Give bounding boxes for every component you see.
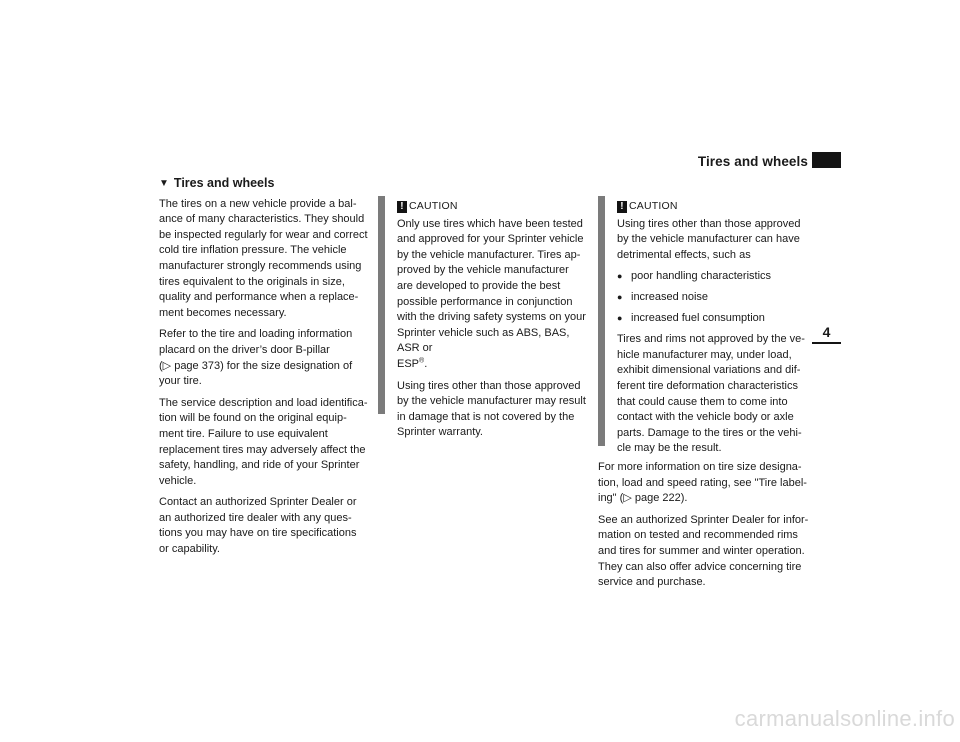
exclamation-icon: ! bbox=[617, 201, 627, 213]
esp-text: ESP bbox=[397, 357, 420, 370]
effects-list bbox=[617, 269, 807, 326]
column-right-body bbox=[598, 460, 810, 597]
placard-text: Refer to the tire and loading information placard on the driver’s door B-pillar bbox=[159, 328, 353, 356]
bullet-icon: ● bbox=[617, 291, 623, 302]
caution-paragraph-2: Using tires other than those approved by the vehicle manufacturer may result in damage that is not covered by the Sprinter warranty. bbox=[397, 379, 586, 439]
page-ref-text: page 373) for the size designation of your tire. bbox=[159, 359, 353, 388]
caution-paragraph-1 bbox=[397, 217, 587, 373]
list-item-text: increased fuel consumption bbox=[631, 311, 765, 324]
bullet-icon: ● bbox=[617, 271, 623, 282]
tire-labeling-text: For more information on tire size designa-tion, load and speed rating, see "Tire label-ing" ( bbox=[598, 461, 807, 505]
caution-intro: Using tires other than those approved by the vehicle manufacturer can have detrimental effects, such as bbox=[617, 217, 801, 261]
list-item bbox=[617, 311, 807, 327]
caution-text: Only use tires which have been tested and approved for your Sprinter vehicle by the vehicle manufacturer. Tires ap-proved by the vehicle manufacturer are developed to provide the best possible performance in conjunction with the driving safety systems on your Sprinter vehicle such as ABS, BAS, ASR or bbox=[397, 217, 586, 355]
paragraph-service-description: The service description and load identifica-tion will be found on the original equip-ment tire. Failure to use equivalent replacement tires may adversely affect the safety, handling, and ride of your Sprinter vehicle. bbox=[159, 396, 368, 487]
caution-side-bar bbox=[598, 196, 605, 446]
paragraph-intro: The tires on a new vehicle provide a bal-ance of many characteristics. They should be inspected regularly for wear and correct cold tire inflation pressure. The vehicle manufacturer strongly recommends using tires equivalent to the originals in size, quality and performance when a replace-ment becomes necessary. bbox=[159, 197, 368, 319]
period: . bbox=[424, 357, 428, 370]
chapter-tab: 4 bbox=[812, 323, 841, 344]
list-item bbox=[617, 269, 807, 285]
watermark: carmanualsonline.info bbox=[734, 706, 955, 731]
list-item-text: increased noise bbox=[631, 290, 709, 303]
registered-mark: ® bbox=[419, 357, 425, 365]
caution-box-approved-tires bbox=[378, 196, 588, 439]
page-ref-arrow-icon: ▷ bbox=[162, 359, 172, 372]
caution-content bbox=[617, 199, 807, 463]
caution-side-bar bbox=[378, 196, 385, 414]
page-ref-text: page 222). bbox=[631, 492, 688, 505]
caution-content bbox=[397, 199, 587, 447]
caution-label: CAUTION bbox=[409, 200, 458, 212]
paragraph-tire-labeling bbox=[598, 460, 810, 507]
page-header-title: Tires and wheels bbox=[697, 154, 808, 169]
list-item bbox=[617, 290, 807, 306]
paragraph-contact-dealer: Contact an authorized Sprinter Dealer or an authorized tire dealer with any ques-tions you may have on tire specifications or capability. bbox=[159, 496, 357, 556]
caution-box-detrimental-effects bbox=[598, 196, 808, 455]
caution-label: CAUTION bbox=[629, 200, 678, 212]
caution-heading bbox=[617, 199, 807, 215]
paragraph-placard bbox=[159, 327, 369, 389]
triangle-down-icon: ▼ bbox=[159, 178, 169, 189]
section-heading bbox=[159, 176, 369, 192]
page-ref-arrow-icon: ▷ bbox=[623, 492, 632, 505]
header-marker-block bbox=[812, 152, 841, 168]
paren-open: ( bbox=[159, 359, 163, 372]
exclamation-icon: ! bbox=[397, 201, 407, 213]
paragraph-dealer-info: See an authorized Sprinter Dealer for infor-mation on tested and recommended rims and tires for summer and winter operation. They can also offer advice concerning tire service and purchase. bbox=[598, 513, 809, 589]
caution-heading bbox=[397, 199, 587, 215]
column-left bbox=[159, 176, 369, 564]
bullet-icon: ● bbox=[617, 312, 623, 323]
section-heading-text: Tires and wheels bbox=[173, 176, 275, 190]
caution-paragraph-2: Tires and rims not approved by the ve-hicle manufacturer may, under load, exhibit dimensional variations and dif-ferent tire deformation characteristics that could cause them to come into contact with the vehicle body or axle parts. Damage to the tires or the vehi-cle may be the result. bbox=[617, 333, 805, 455]
list-item-text: poor handling characteristics bbox=[631, 270, 772, 283]
